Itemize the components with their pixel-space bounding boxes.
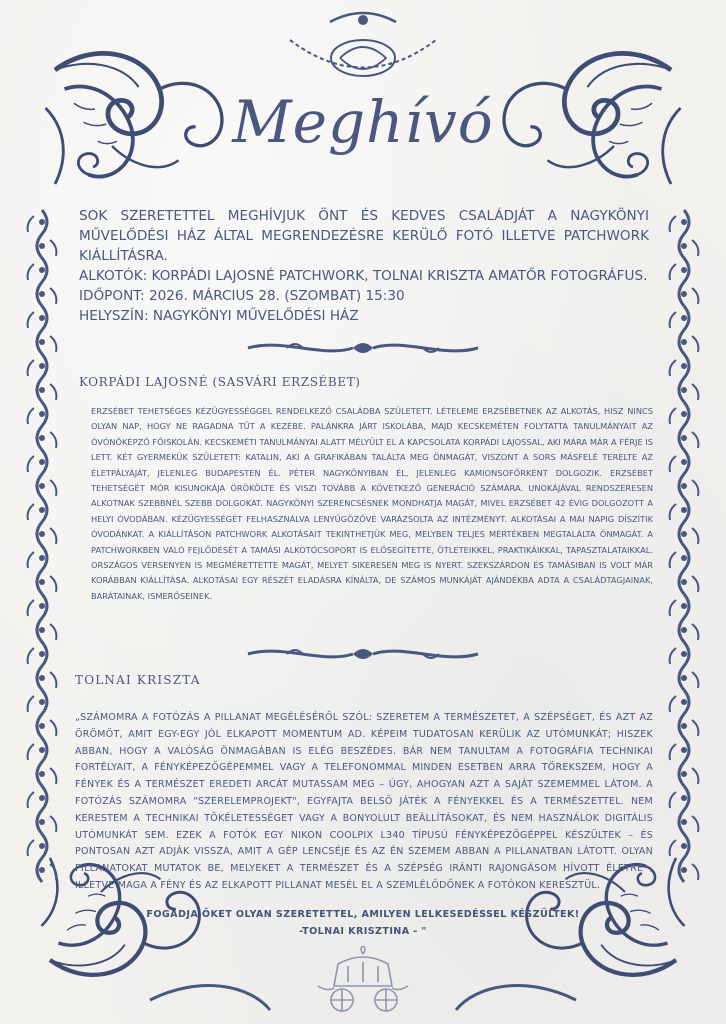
artists-line: ALKOTÓK: KORPÁDI LAJOSNÉ PATCHWORK, TOLNAI KRISZTA AMATŐR FOTOGRÁFUS.: [79, 268, 648, 284]
section2-title: TOLNAI KRISZTA: [75, 673, 201, 687]
venue-line: HELYSZÍN: NAGYKÖNYI MŰVELŐDÉSI HÁZ: [79, 308, 359, 324]
signature-line: -TOLNAI KRISZTINA - ": [299, 926, 427, 937]
invitation-text: SOK SZERETETTEL MEGHÍVJUK ÖNT ÉS KEDVES CSALÁDJÁT A NAGYKÖNYI MŰVELŐDÉSI HÁZ ÁLTAL MEGRENDEZÉSRE KERÜLŐ FOTÓ ILLETVE PATCHWORK KIÁLLÍTÁSRA.: [79, 208, 649, 264]
section1-title: KORPÁDI LAJOSNÉ (SASVÁRI ERZSÉBET): [79, 375, 361, 389]
carriage-icon: [308, 946, 418, 1016]
section1-body: ERZSÉBET TEHETSÉGES KÉZÜGYESSÉGGEL RENDELKEZŐ CSALÁDBA SZÜLETETT. LÉTELEME ERZSÉBETNEK AZ ALKOTÁS, HISZ NINCS OLYAN NAP, HOGY NE RAGADNA TŰT A KEZÉBE. PALÁNKRA JÁRT ISKOLÁBA, MAJD KECSKEMÉTEN FOLYTATTA TANULMÁNYAIT AZ ÓVÓNŐKÉPZŐ FŐISKOLÁN. KECSKEMÉTI TANULMÁNYAI ALATT MÉLYÜLT EL A KAPCSOLATA KORPÁDI LAJOSSAL, AKI MÁRA MÁR A FÉRJE IS LETT. KÉT GYERMEKÜK SZÜLETETT: KATALIN, AKI A GRAFIKÁBAN TALÁLTA MEG ÖNMAGÁT, VISZONT A SORS MÁSFELÉ TERELTE AZ ÉLETPÁLYÁJÁT, JELENLEG BUDAPESTEN ÉL. PÉTER NAGYKÖNYIBAN ÉL, JELENLEG KAMIONSOFŐRKÉNT DOLGOZIK. ERZSÉBET TEHETSÉGÉT MÓR KISUNOKÁJA ÖRÖKÖLTE ÉS VISZI TOVÁBB A KÖVETKEZŐ GENERÁCIÓ SZÁMÁRA. UNOKÁJÁVAL RENDSZERESEN ALKOTNAK SZEBBNÉL SZEBB DOLGOKAT. NAGYKÖNYI SZERENCSÉSNEK MONDHATJA MAGÁT, MIVEL ERZSÉBET 42 ÉVIG DOLGOZOTT A HELYI ÓVODÁBAN. KÉZÜGYESSÉGÉT FELHASZNÁLVA LENYŰGÖZŐVÉ VARÁZSOLTA AZ INTÉZMÉNYT. ALKOTÁSAI A MAI NAPIG DÍSZÍTIK ÓVODÁNKAT. A KIÁLLÍTÁSON PATCHWORK ALKOTÁSAIT TEKINTHETJÜK MEG, MELYBEN TELJES MÉRTÉKBEN MEGTALÁLTA ÖNMAGÁT. A PATCHWORKBEN VALÓ FEJLŐDÉSÉT A TAMÁSI ALKOTÓCSOPORT IS ELŐSEGÍTETTE, ÖTLETEIKKEL, PRAKTIKÁIKKAL, TAPASZTALATAIKKAL. ORSZÁGOS VERSENYEN IS MEGMÉRETTETTE MAGÁT, MELYET SIKERESEN MEG IS NYERT. SZEKSZÁRDON ÉS TAMÁSIBAN IS VOLT MÁR KORÁBBAN KIÁLLÍTÁSA. ALKOTÁSAI EGY RÉSZÉT ELADÁSRA KÍNÁLTA, DE SZÁMOS MUNKÁJÁT AJÁNDÉKBA ADTA A CSALÁDTAGJAINAK, BARÁTAINAK, ISMERŐSEINEK.: [91, 406, 653, 601]
date-line: IDŐPONT: 2026. MÁRCIUS 28. (SZOMBAT) 15:30: [79, 288, 405, 304]
invitation-block: [79, 206, 649, 326]
flourish-divider: [243, 642, 483, 666]
page-title: Meghívó: [232, 88, 494, 156]
closing-line: FOGADJA ŐKET OLYAN SZERETETTEL, AMILYEN LELKESEDÉSSEL KÉSZÜLTEK!: [146, 909, 580, 920]
flourish-divider: [243, 336, 483, 360]
section2-body: „SZÁMOMRA A FOTÓZÁS A PILLANAT MEGÉLÉSÉRŐL SZÓL: SZERETEM A TERMÉSZETET, A SZÉPSÉGET, ÉS AZT AZ ÖRÖMÖT, AMIT EGY-EGY JÓL ELKAPOTT MOMENTUM AD. KÉPEIM TUDATOSAN KERÜLIK AZ UTÓMUNKÁT; HISZEK ABBAN, HOGY A VALÓSÁG ÖNMAGÁBAN IS ELÉG BESZÉDES. BÁR NEM TANULTAM A FOTOGRÁFIA TECHNIKAI FORTÉLYAIT, A FÉNYKÉPEZŐGÉPEMMEL VAGY A TELEFONOMMAL MINDEN ESETBEN ARRA TÖREKSZEM, HOGY A FÉNYEK ÉS A TERMÉSZET EREDETI ARCÁT MUTASSAM MEG – ÚGY, AHOGYAN AZT A SAJÁT SZEMEMMEL LÁTOM. A FOTÓZÁS SZÁMOMRA "SZERELEMPROJEKT", EGYFAJTA BELSŐ JÁTÉK A FÉNYEKKEL ÉS A TERMÉSZETTEL. NEM KERESTEM A TECHNIKAI TÖKÉLETESSÉGET VAGY A BONYOLULT BEÁLLÍTÁSOKAT, ÉS NEM HASZNÁLOK DIGITÁLIS UTÓMUNKÁT SEM. EZEK A FOTÓK EGY NIKON COOLPIX L340 TÍPUSÚ FÉNYKÉPEZŐGÉPPEL KÉSZÜLTEK – ÉS PONTOSAN AZT ADJÁK VISSZA, AMIT A GÉP LENCSÉJE ÉS AZ ÉN SZEMEM ABBAN A PILLANATBAN LÁTOTT. OLYAN PILLANATOKAT MUTATOK BE, MELYEKET A TERMÉSZET ÉS A SZÉPSÉG IRÁNTI RAJONGÁSOM HÍVOTT ÉLETRE , ILLETVE MAGA A FÉNY ÉS AZ ELKAPOTT PILLANAT MESÉL EL A SZEMLÉLŐDŐNEK A FOTÓKON KERESZTÜL.: [75, 712, 653, 891]
